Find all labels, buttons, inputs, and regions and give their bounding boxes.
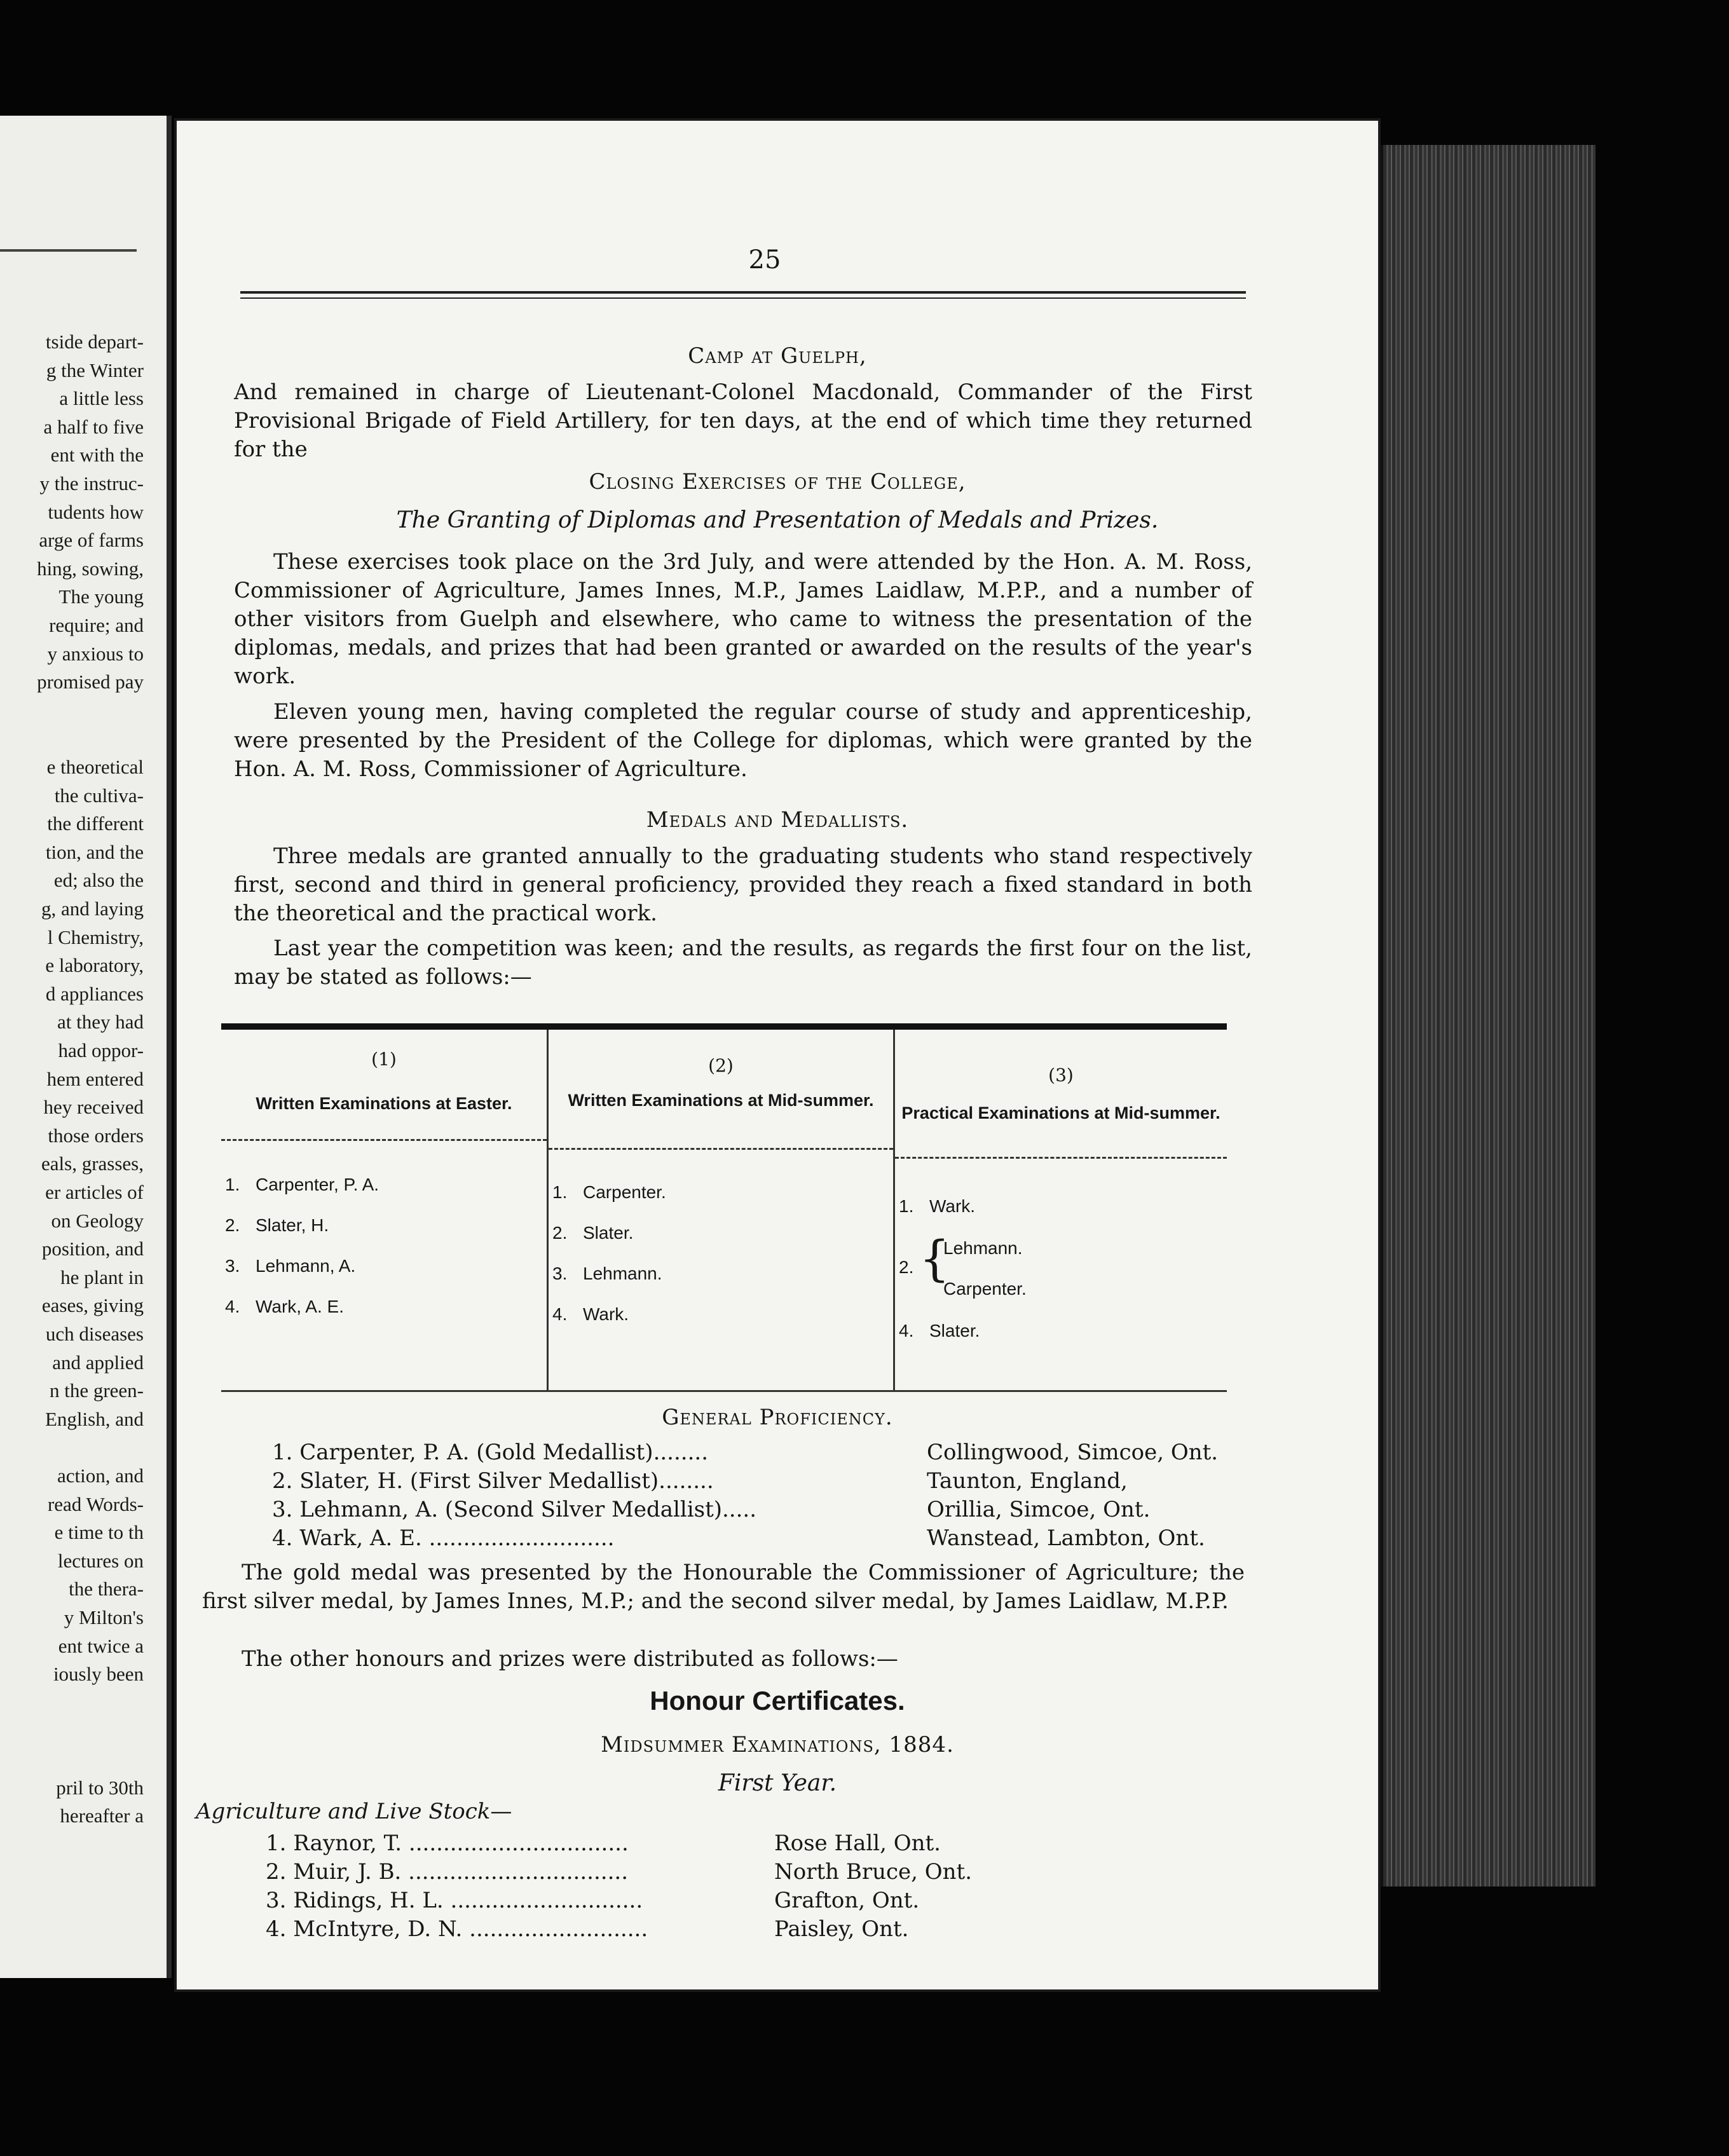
facing-page-line: eases, giving: [41, 1294, 144, 1317]
facing-page-line: uch diseases: [45, 1323, 144, 1345]
student-name: 1. Carpenter, P. A. (Gold Medallist)........: [272, 1440, 709, 1465]
facing-page-line: hem entered: [46, 1067, 144, 1090]
page-number: 25: [748, 245, 781, 275]
agriculture-heading: Agriculture and Live Stock—: [196, 1799, 512, 1824]
facing-page-line: ent twice a: [58, 1634, 144, 1657]
facing-page-line: e theoretical: [46, 756, 144, 778]
facing-page-rule: [0, 249, 137, 252]
student-name: 3. Ridings, H. L. ............................: [266, 1888, 643, 1913]
facing-page-line: tside depart-: [45, 331, 144, 353]
facing-page-line: e time to th: [54, 1521, 144, 1544]
facing-page-line: read Words-: [47, 1492, 144, 1515]
student-name: 1. Raynor, T. ................................: [266, 1831, 629, 1856]
list-item: 3. Lehmann, A.: [225, 1256, 356, 1276]
student-place: Grafton, Ont.: [774, 1888, 920, 1913]
list-item: 3. Lehmann.: [552, 1264, 662, 1283]
facing-page-line: hey received: [43, 1096, 144, 1119]
gold-medal-paragraph: The gold medal was presented by the Honourable the Commissioner of Agriculture; the first silver medal, by James Innes, M.P.; and the second silver medal, by James Laidlaw, M.P.P.: [202, 1560, 1245, 1614]
list-item: 4. Wark, A. E.: [225, 1297, 344, 1316]
list-item: 4. Wark.: [552, 1304, 629, 1324]
facing-page-line: on Geology: [51, 1209, 144, 1232]
facing-page-line: e laboratory,: [45, 954, 144, 977]
facing-page-line: er articles of: [45, 1181, 144, 1203]
list-item: 2. Slater, H.: [225, 1215, 329, 1235]
facing-page-line: action, and: [57, 1464, 144, 1487]
column-title: Practical Examinations at Mid-summer.: [901, 1103, 1220, 1122]
facing-page-line: iously been: [53, 1663, 144, 1686]
closing-exercises-heading: Closing Exercises of the College,: [589, 469, 966, 495]
column-rule: [549, 1148, 893, 1150]
student-place: Rose Hall, Ont.: [774, 1831, 941, 1856]
facing-page-line: the different: [47, 812, 144, 835]
table-column-midsummer-written: [549, 1030, 895, 1392]
facing-page-line: d appliances: [45, 982, 144, 1005]
student-place: Paisley, Ont.: [774, 1916, 909, 1942]
medals-paragraph: Three medals are granted annually to the graduating students who stand respectively first, second and third in general proficiency, provided they reach a fixed standard in both the theoretical and the practical work.: [234, 843, 1252, 926]
facing-page-line: eals, grasses,: [41, 1152, 144, 1175]
facing-page-line: tudents how: [48, 500, 144, 523]
column-number: (1): [371, 1049, 397, 1070]
exercises-paragraph: These exercises took place on the 3rd July, and were attended by the Hon. A. M. Ross, Commissioner of Agriculture, James Innes, M.P., James Laidlaw, M.P.P., and a number of other visitors from Guelph and elsewhere, who came to witness the presentation of the diplomas, medals, and prizes that had been granted or awarded on the results of the year's work.: [234, 549, 1252, 689]
facing-page-line: y Milton's: [64, 1606, 144, 1628]
facing-page-line: had oppor-: [58, 1039, 144, 1061]
column-title: Written Examinations at Easter.: [256, 1094, 512, 1113]
student-place: Collingwood, Simcoe, Ont.: [927, 1440, 1219, 1465]
table-bottom-rule: [221, 1390, 1227, 1392]
book-page: [177, 121, 1378, 1989]
facing-page-line: lectures on: [57, 1549, 144, 1572]
facing-page-line: The young: [58, 585, 144, 608]
facing-page-line: ed; also the: [53, 869, 144, 892]
camp-heading: Camp at Guelph,: [688, 343, 867, 369]
facing-page-line: at they had: [57, 1011, 144, 1034]
facing-page-line: n the green-: [49, 1379, 144, 1402]
facing-page-line: g the Winter: [46, 358, 144, 381]
student-place: Orillia, Simcoe, Ont.: [927, 1497, 1151, 1522]
eleven-young-men-paragraph: Eleven young men, having completed the regular course of study and apprenticeship, were presented by the President of the College for diplomas, which were granted by the Hon. A. M. Ross, Commissioner of Agriculture.: [234, 699, 1252, 782]
medals-heading: Medals and Medallists.: [646, 807, 909, 833]
book-page-edges: [1378, 145, 1596, 1886]
student-place: Taunton, England,: [927, 1468, 1128, 1494]
facing-page-line: tion, and the: [45, 840, 144, 863]
closing-exercises-subheading: The Granting of Diplomas and Presentation of Medals and Prizes.: [396, 507, 1159, 533]
student-name: 2. Slater, H. (First Silver Medallist)........: [272, 1468, 714, 1494]
list-item: 1. Carpenter, P. A.: [225, 1175, 379, 1194]
facing-page-line: a little less: [59, 387, 144, 410]
camp-paragraph: And remained in charge of Lieutenant-Colonel Macdonald, Commander of the First Provisional Brigade of Field Artillery, for ten days, at the end of which time they returned for the: [234, 379, 1252, 462]
facing-page-line: the cultiva-: [54, 784, 144, 807]
facing-page-line: l Chemistry,: [47, 925, 144, 948]
student-place: Wanstead, Lambton, Ont.: [927, 1525, 1205, 1551]
facing-page-line: and applied: [52, 1351, 144, 1374]
last-year-paragraph: Last year the competition was keen; and the results, as regards the first four on the list, may be stated as follows:—: [234, 936, 1252, 990]
column-rule: [895, 1157, 1227, 1159]
facing-page-line: arge of farms: [39, 529, 144, 552]
list-item: 1. Carpenter.: [552, 1182, 666, 1202]
results-table: [221, 1023, 1227, 1392]
student-name: 3. Lehmann, A. (Second Silver Medallist).....: [272, 1497, 757, 1522]
facing-page-line: those orders: [48, 1124, 144, 1147]
header-rule: [240, 291, 1246, 299]
facing-page-line: hing, sowing,: [37, 557, 144, 580]
facing-page-line: position, and: [41, 1238, 144, 1260]
column-number: (2): [708, 1055, 734, 1076]
column-number: (3): [1048, 1065, 1074, 1086]
facing-page-line: g, and laying: [41, 897, 144, 920]
list-item: 1. Wark.: [899, 1196, 976, 1216]
facing-page: [0, 116, 172, 1978]
list-item: Carpenter.: [943, 1279, 1027, 1299]
facing-page-line: require; and: [49, 614, 144, 636]
list-item: Lehmann.: [943, 1238, 1023, 1258]
facing-page-line: ent with the: [50, 444, 144, 467]
facing-page-line: hereafter a: [60, 1805, 144, 1827]
facing-page-line: a half to five: [43, 415, 144, 438]
student-place: North Bruce, Ont.: [774, 1859, 972, 1885]
column-rule: [221, 1139, 547, 1141]
list-item: 2. Slater.: [552, 1223, 634, 1243]
facing-page-line: English, and: [45, 1407, 144, 1430]
other-honours-paragraph: The other honours and prizes were distributed as follows:—: [242, 1646, 898, 1672]
midsummer-examinations-heading: Midsummer Examinations, 1884.: [601, 1732, 954, 1757]
general-proficiency-heading: General Proficiency.: [662, 1405, 893, 1430]
facing-page-line: pril to 30th: [56, 1776, 144, 1799]
facing-page-line: the thera-: [69, 1578, 144, 1600]
student-name: 4. McIntyre, D. N. ..........................: [266, 1916, 648, 1942]
honour-certificates-heading: Honour Certificates.: [650, 1686, 905, 1716]
facing-page-line: he plant in: [60, 1266, 144, 1288]
student-name: 2. Muir, J. B. ................................: [266, 1859, 629, 1885]
facing-page-line: promised pay: [37, 671, 144, 693]
tie-brace: {: [919, 1230, 950, 1286]
facing-page-line: y the instruc-: [39, 472, 144, 495]
student-name: 4. Wark, A. E. ...........................: [272, 1525, 615, 1551]
facing-page-line: y anxious to: [47, 642, 144, 665]
list-item: 4. Slater.: [899, 1321, 980, 1341]
table-column-midsummer-practical: [895, 1030, 1227, 1392]
first-year-heading: First Year.: [718, 1770, 837, 1796]
column-title: Written Examinations at Mid-summer.: [568, 1091, 874, 1110]
table-column-easter: [221, 1030, 549, 1392]
tie-number: 2.: [899, 1257, 914, 1277]
